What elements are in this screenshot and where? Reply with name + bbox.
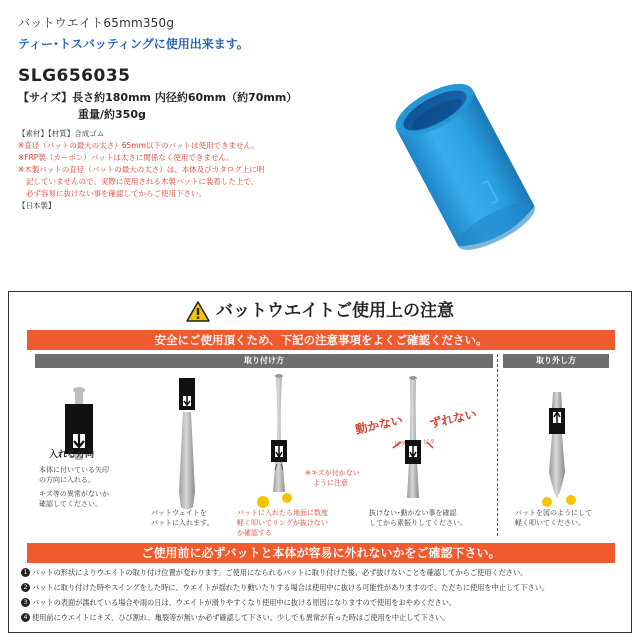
- product-tagline: ティー･トスバッティングに使用出来ます。: [18, 37, 249, 51]
- svg-text:ピタ: ピタ: [423, 439, 436, 446]
- note-wood-3: 必ず容易に抜けない事を確認してからご使用下さい。: [26, 189, 206, 198]
- pre-use-check-banner: ご使用前に必ずバットと本体が容易に外れないかをご確認下さい。: [27, 543, 615, 563]
- note-frp: ※FRP製（カーボン）バットは太さに関係なく使用できません。: [18, 153, 234, 162]
- remove-section-header: 取り外し方: [503, 354, 609, 368]
- caption-direction: 本体に付いている矢印 の方向に入れる。 キズ等の異常がないか 確認してください。: [39, 466, 109, 508]
- caption-check: 抜けない･動かない事を確認 してから素振りしてください。: [369, 509, 467, 527]
- svg-text:ピタ: ピタ: [394, 441, 407, 448]
- caption-tap: バットに入れたら地面に数度 軽く叩いてリングが抜けない か確認する: [237, 509, 328, 537]
- note-diameter: ※直径（バットの最大の太さ）65mm以下のバットは使用できません。: [18, 141, 259, 150]
- note-wood-1: ※木製バットの直径（バットの最大の太さ）は、本体及びカタログ上に明: [18, 165, 265, 174]
- remove-illustration: [542, 392, 576, 507]
- step2-insert-illustration: [179, 378, 195, 510]
- bat-weight-product-image: [360, 62, 570, 272]
- usage-rules-list: [21, 565, 621, 625]
- product-notes: [18, 128, 348, 212]
- usage-rule: 3 バットの表面が濡れている場合や雨の日は、ウエイトが滑りやすくなり使用中に抜ける原因になりますので使用をおやめください。: [21, 595, 621, 610]
- attach-section-header: 取り付け方: [35, 354, 493, 368]
- note-wood-2: 記していませんので、実際に使用される木製バットに装着した上で、: [26, 177, 259, 186]
- usage-rule: 1 バットの形状によりウエイトの取り付け位置が変わります。ご使用になられるバットに取り付けた後、必ず抜けないことを確認してからご使用ください。: [21, 565, 621, 580]
- step3-tap-illustration: [257, 374, 292, 508]
- notice-title: バットウエイトご使用上の注意: [216, 301, 454, 321]
- usage-rule: 4 使用前にウエイトにキズ、ひび割れ、亀裂等が無いか必ず確認して下さい。少しでも異常が有った時はご使用を中止して下さい。: [21, 610, 621, 625]
- product-code: SLG656035: [18, 66, 131, 86]
- usage-notice-panel: [8, 291, 632, 633]
- usage-rule: 2 バットに取り付けた時やスイングをした時に、ウエイトが揺れたり動いたりする場合は使用中に抜ける可能性がありますので、ただちに使用を中止して下さい。: [21, 580, 621, 595]
- weight-spec: 重量/約350g: [78, 108, 146, 121]
- size-spec: 【サイズ】長さ約180mm 内径約60mm（約70mm）: [18, 91, 298, 104]
- caption-insert: バットウェイトを バットに入れます。: [151, 509, 214, 527]
- note-made-in-japan: 【日本製】: [18, 201, 56, 210]
- caption-scratch: ※キズが付かない ように注意: [305, 469, 360, 487]
- callout-no-slip: ずれない: [428, 407, 479, 431]
- safety-banner: 安全にご使用頂くため、下記の注意事項をよくご確認ください。: [27, 330, 615, 350]
- product-info: [18, 14, 348, 212]
- caption-remove: バットを図のようにして 軽く叩いてください。: [515, 509, 592, 527]
- step4-check-illustration: [393, 376, 435, 498]
- callout-no-move: 動かない: [354, 413, 405, 437]
- note-material: 【素材】【材質】合成ゴム: [18, 129, 105, 138]
- product-name: バットウエイト65mm350g: [18, 16, 175, 30]
- direction-label: 入れる方向: [49, 450, 95, 460]
